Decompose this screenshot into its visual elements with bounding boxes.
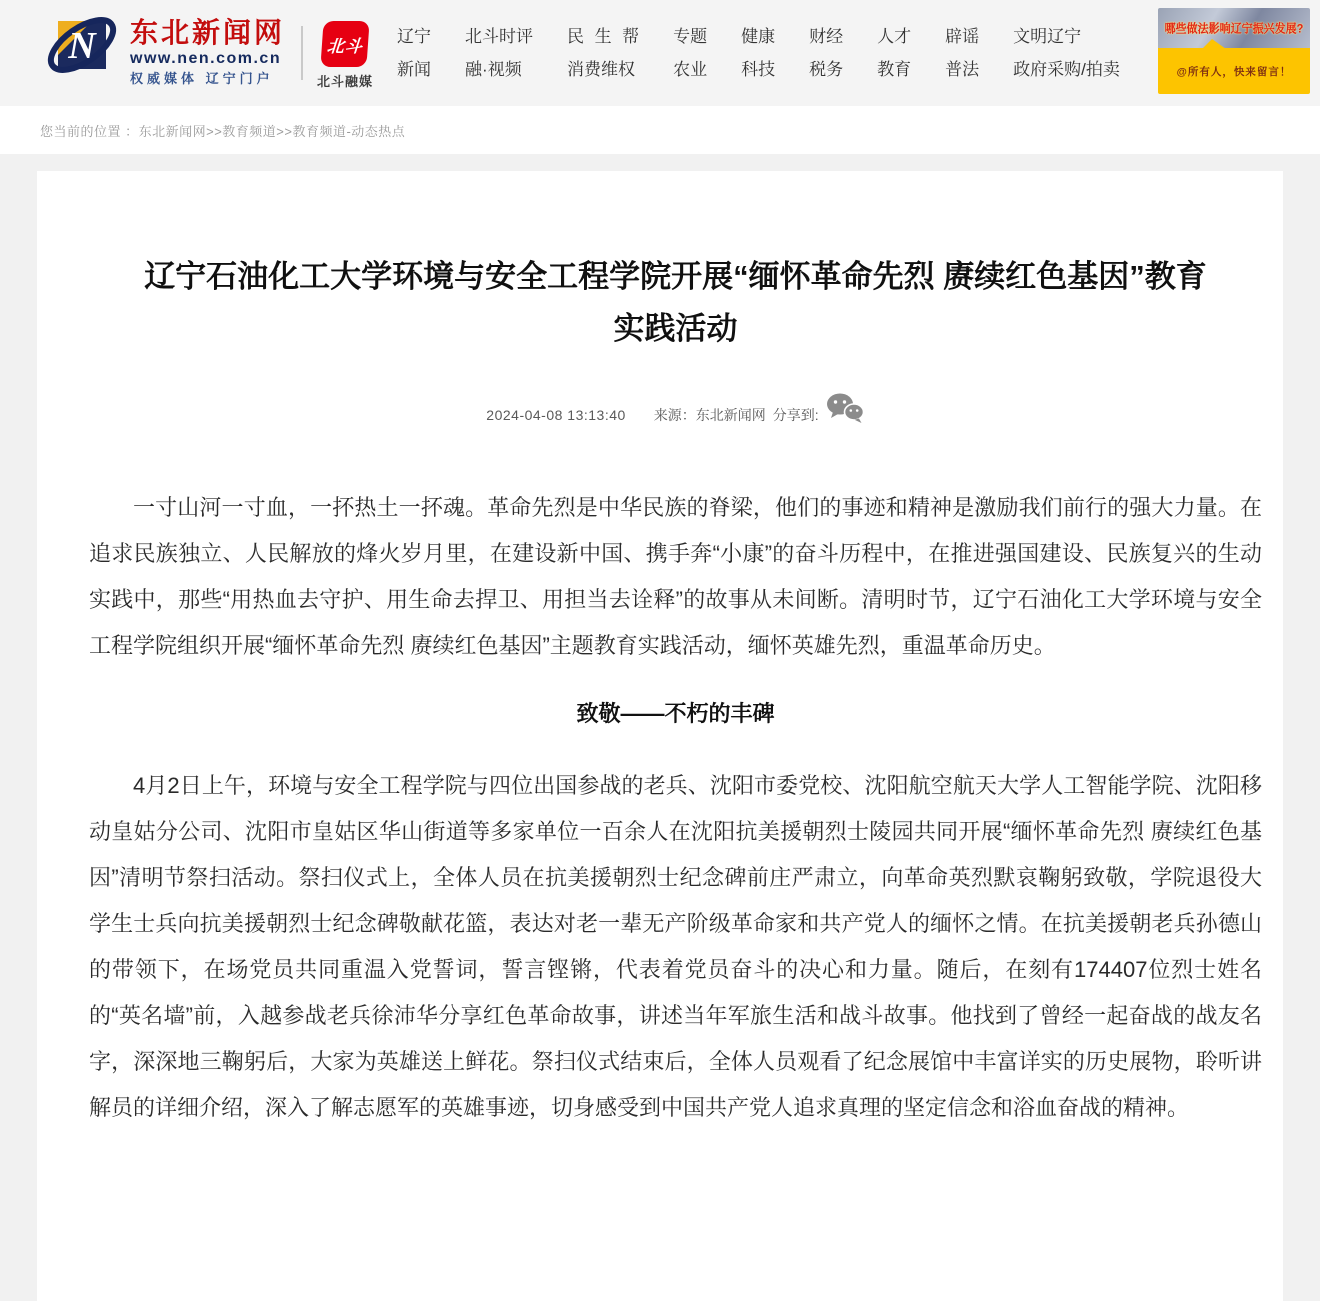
header-divider <box>301 26 303 80</box>
nav-item-xiaofeiweiquan[interactable]: 消费维权 <box>567 59 636 79</box>
article-meta <box>89 405 1262 425</box>
article-body <box>89 485 1262 1131</box>
nav-item-wenmingliaoning[interactable]: 文明辽宁 <box>1013 26 1082 46</box>
nav-item-nongye[interactable]: 农业 <box>673 59 708 79</box>
nav-item-keji[interactable]: 科技 <box>741 59 776 79</box>
nav-col-rencai <box>877 27 911 80</box>
article-date: 2024-04-08 13:13:40 <box>486 407 626 423</box>
nav-item-pufa[interactable]: 普法 <box>945 59 980 79</box>
nav-col-caijing <box>809 27 843 80</box>
nav-col-piyao <box>945 27 979 80</box>
nav-col-jiankang <box>741 27 775 80</box>
promo-banner-cta <box>1158 48 1310 94</box>
promo-banner-headline: 哪些做法影响辽宁振兴发展? <box>1164 22 1304 36</box>
nav-item-caijing[interactable]: 财经 <box>809 26 844 46</box>
nav-item-rencai[interactable]: 人才 <box>877 26 912 46</box>
nav-col-wenmingliaoning <box>1013 27 1120 80</box>
logo-text-block <box>130 18 285 88</box>
breadcrumb[interactable]: 您当前的位置 ：东北新闻网>>教育频道>>教育频道-动态热点 <box>40 123 406 139</box>
article-panel <box>37 171 1283 1301</box>
nav-item-beidoushiping[interactable]: 北斗时评 <box>465 26 534 46</box>
article-paragraph-2: 4月2日上午，环境与安全工程学院与四位出国参战的老兵、沈阳市委党校、沈阳航空航天大学人工智能学院、沈阳移动皇姑分公司、沈阳市皇姑区华山街道等多家单位一百余人在沈阳抗美援朝烈士陵园共同开展“缅怀革命先烈 赓续红色基因”清明节祭扫活动。祭扫仪式上，全体人员在抗美援朝烈士纪念碑前庄严肃立，向革命英烈默哀鞠躬致敬，学院退役大学生士兵向抗美援朝烈士纪念碑敬献花篮，表达对老一辈无产阶级革命家和共产党人的缅怀之情。在抗美援朝老兵孙德山的带领下，在场党员共同重温入党誓词，誓言铿锵，代表着党员奋斗的决心和力量。随后，在刻有174407位烈士姓名的“英名墙”前，入越参战老兵徐沛华分享红色革命故事，讲述当年军旅生活和战斗故事。他找到了曾经一起奋战的战友名字，深深地三鞠躬后，大家为英雄送上鲜花。祭扫仪式结束后，全体人员观看了纪念展馆中丰富详实的历史展物，聆听讲解员的详细介绍，深入了解志愿军的英雄事迹，切身感受到中国共产党人追求真理的坚定信念和浴血奋战的精神。 <box>89 773 1262 1120</box>
site-header <box>0 0 1320 106</box>
nav-item-piyao[interactable]: 辟谣 <box>945 26 980 46</box>
nav-item-rongshipin[interactable]: 融·视频 <box>465 59 522 79</box>
nav-item-minshengbang[interactable]: 民生帮 <box>567 26 650 46</box>
nav-item-jiaoyu[interactable]: 教育 <box>877 59 912 79</box>
article-paragraph-1: 一寸山河一寸血，一抔热土一抔魂。革命先烈是中华民族的脊梁，他们的事迹和精神是激励我们前行的强大力量。在追求民族独立、人民解放的烽火岁月里，在建设新中国、携手奔“小康”的奋斗历程中，在推进强国建设、民族复兴的生动实践中，那些“用热血去守护、用生命去捍卫、用担当去诠释”的故事从未间断。清明时节，辽宁石油化工大学环境与安全工程学院组织开展“缅怀革命先烈 赓续红色基因”主题教育实践活动，缅怀英雄先烈，重温革命历史。 <box>89 495 1262 658</box>
site-logo[interactable] <box>38 9 285 97</box>
main-nav <box>397 27 1154 80</box>
article-subheading: 致敬——不朽的丰碑 <box>576 701 775 726</box>
nav-item-jiankang[interactable]: 健康 <box>741 26 776 46</box>
article-title: 辽宁石油化工大学环境与安全工程学院开展“缅怀革命先烈 赓续红色基因”教育实践活动 <box>144 259 1207 346</box>
promo-banner-photo <box>1158 8 1310 48</box>
wechat-share-icon[interactable] <box>825 392 865 424</box>
beidou-logo[interactable] <box>317 21 373 90</box>
nav-item-liaoning[interactable]: 辽宁 <box>397 26 432 46</box>
nav-col-minshengbang <box>567 26 650 80</box>
nav-item-zhuanti[interactable]: 专题 <box>673 26 708 46</box>
nav-item-shuiwu[interactable]: 税务 <box>809 59 844 79</box>
breadcrumb-bar <box>0 106 1320 154</box>
site-url: www.nen.com.cn <box>130 50 282 67</box>
promo-banner[interactable] <box>1158 8 1310 94</box>
nav-col-beidoushiping <box>465 27 533 80</box>
site-slogan: 权威媒体 辽宁门户 <box>130 71 274 86</box>
nav-item-zhengfucaigou[interactable]: 政府采购/拍卖 <box>1013 59 1120 79</box>
svg-text:N: N <box>68 25 96 67</box>
share-label: 分享到: <box>772 407 819 423</box>
beidou-icon: 北斗 <box>320 21 369 67</box>
article-source: 来源：东北新闻网 <box>653 407 766 423</box>
site-name: 东北新闻网 <box>130 17 286 48</box>
nav-item-xinwen[interactable]: 新闻 <box>397 59 432 79</box>
nav-col-liaoning <box>397 27 431 80</box>
beidou-label: 北斗融媒 <box>317 73 374 89</box>
nav-col-zhuanti <box>673 27 707 80</box>
nen-logo-icon <box>38 9 126 97</box>
promo-banner-cta-text: @所有人，快来留言！ <box>1176 65 1292 78</box>
